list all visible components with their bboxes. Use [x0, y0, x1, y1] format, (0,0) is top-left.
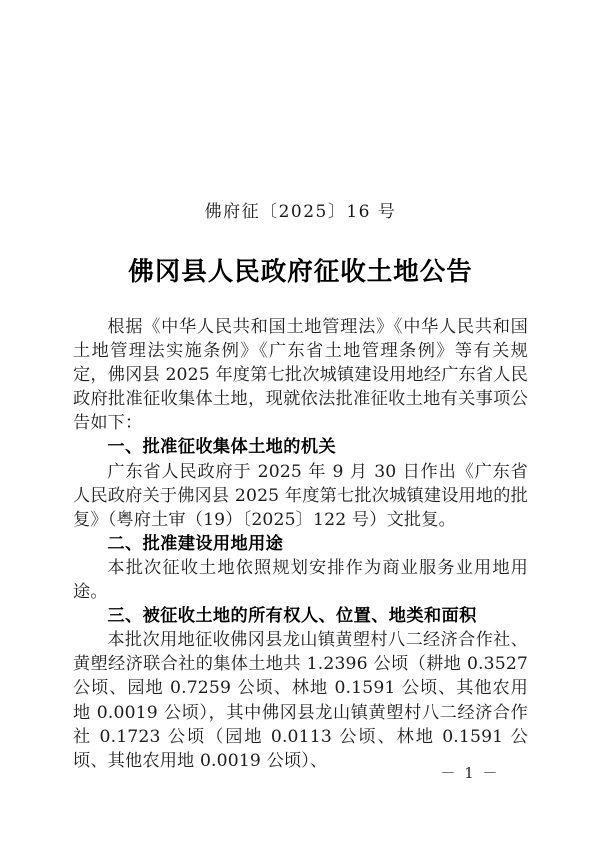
- section-heading-two: 二、批准建设用地用途: [107, 533, 284, 554]
- page-number: － 1 －: [440, 764, 500, 782]
- page-footer: [0, 762, 600, 783]
- document-number: 佛府征〔2025〕16 号: [204, 202, 397, 222]
- body-paragraph: 本批次征收土地依照规划安排作为商业服务业用地用途。: [73, 557, 528, 603]
- document-content: [73, 0, 528, 773]
- page-title: 佛冈县人民政府征收土地公告: [128, 257, 473, 287]
- body-paragraph: 根据《中华人民共和国土地管理法》《中华人民共和国土地管理法实施条例》《广东省土地管理条例》等有关规定，佛冈县 2025 年度第七批次城镇建设用地经广东省人民政府批准征收集体土地，现就依法批准征收土地有关事项公告如下：: [73, 317, 528, 434]
- document-body: [73, 315, 528, 773]
- section-heading-three: 三、被征收土地的所有权人、位置、地类和面积: [107, 606, 477, 627]
- section-heading-one: 一、批准征收集体土地的机关: [107, 437, 337, 458]
- body-paragraph: 广东省人民政府于 2025 年 9 月 30 日作出《广东省人民政府关于佛冈县 2025 年度第七批次城镇建设用地的批复》（粤府土审（19）〔2025〕122 号）文批复。: [73, 461, 528, 530]
- body-paragraph: 本批次用地征收佛冈县龙山镇黄塱村八二经济合作社、黄塱经济联合社的集体土地共 1.2396 公顷（耕地 0.3527 公顷、园地 0.7259 公顷、林地 0.1591 公顷、其他农用地 0.0019 公顷），其中佛冈县龙山镇黄塱村八二经济合作社 0.1723 公顷（园地 0.0113 公顷、林地 0.1591 公顷、其他农用地 0.0019 公顷）、: [73, 630, 528, 771]
